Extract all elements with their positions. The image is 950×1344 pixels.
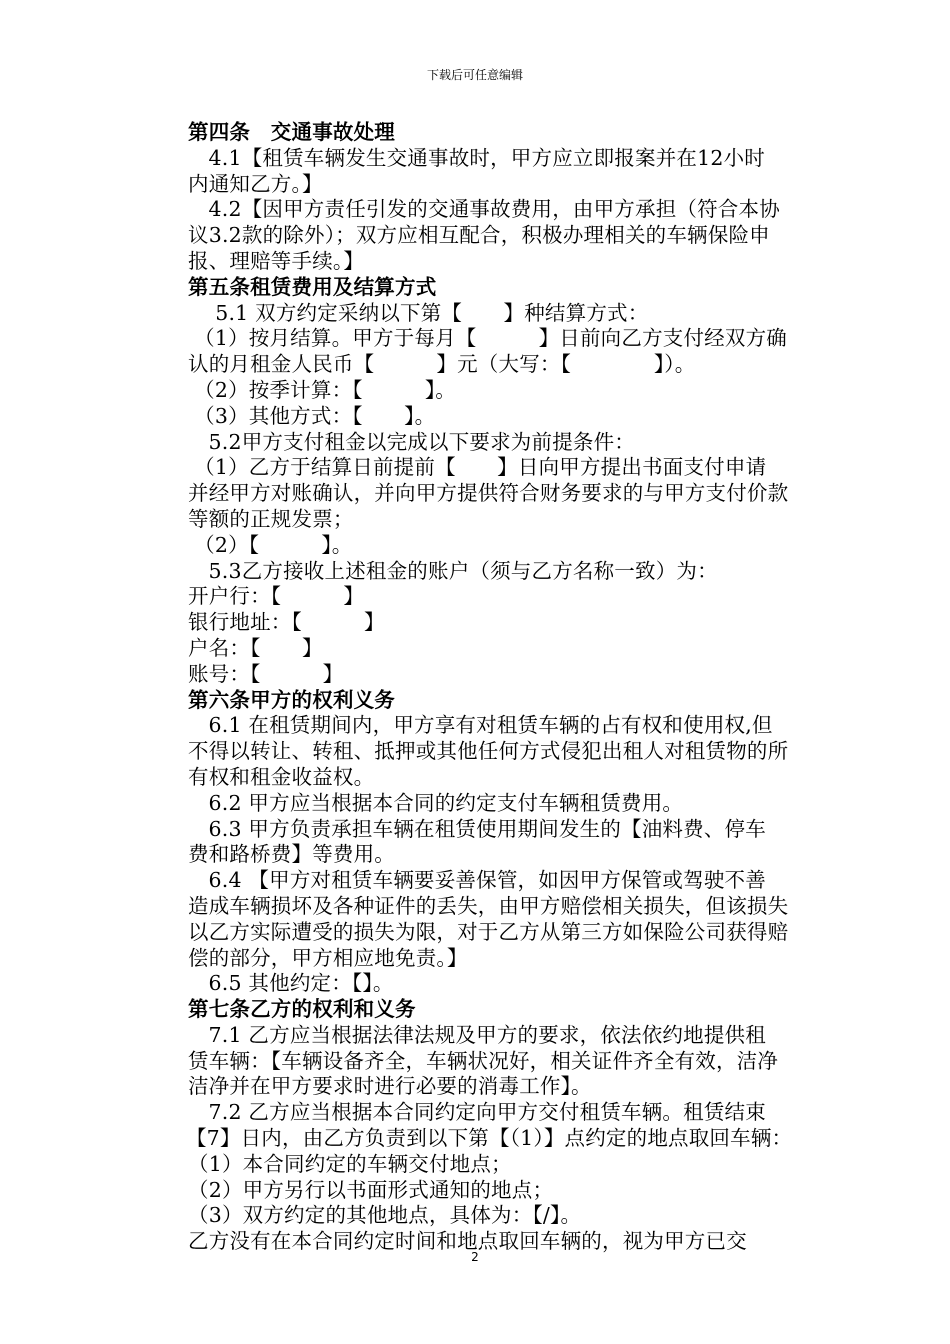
text-line: （1）本合同约定的车辆交付地点； <box>188 1151 512 1176</box>
text-line: 6.3 甲方负责承担车辆在租赁使用期间发生的【油料费、停车 <box>208 816 766 841</box>
text-line: （1）乙方于结算日前提前【 】日向甲方提出书面支付申请 <box>194 455 767 480</box>
page-header: 下载后可任意编辑 <box>426 68 523 82</box>
text-line: 6.4 【甲方对租赁车辆要妥善保管，如因甲方保管或驾驶不善 <box>208 868 766 893</box>
text-line: 6.2 甲方应当根据本合同的约定支付车辆租赁费用。 <box>208 790 684 815</box>
text-line: 开户行：【 】 <box>188 584 365 609</box>
text-line: 造成车辆损坏及各种证件的丢失，由甲方赔偿相关损失，但该损失 <box>188 893 789 918</box>
text-line: 有权和租金收益权。 <box>188 764 375 789</box>
text-line: （2）甲方另行以书面形式通知的地点； <box>188 1177 554 1202</box>
text-line: 报、理赔等手续。】 <box>188 248 365 273</box>
text-line: 账号：【 】 <box>188 661 344 686</box>
text-line: 【7】日内，由乙方负责到以下第【（1）】点约定的地点取回车辆： <box>185 1126 793 1151</box>
text-line: 6.1 在租赁期间内，甲方享有对租赁车辆的占有权和使用权,但 <box>208 713 773 738</box>
text-line: 赁车辆：【车辆设备齐全，车辆状况好，相关证件齐全有效，洁净 <box>188 1048 779 1073</box>
text-line: 5.2甲方支付租金以完成以下要求为前提条件： <box>208 429 636 454</box>
text-line: 4.2【因甲方责任引发的交通事故费用，由甲方承担（符合本协 <box>208 197 780 222</box>
text-line: 4.1【租赁车辆发生交通事故时，甲方应立即报案并在12小时 <box>208 145 765 170</box>
text-line: 洁净并在甲方要求时进行必要的消毒工作】。 <box>188 1074 592 1099</box>
article-heading: 第六条甲方的权利义务 <box>188 687 395 712</box>
page-number: 2 <box>471 1250 479 1264</box>
text-line: 7.2 乙方应当根据本合同约定向甲方交付租赁车辆。租赁结束 <box>208 1100 766 1125</box>
text-line: 6.5 其他约定：【】。 <box>208 971 394 996</box>
text-line: 5.1 双方约定采纳以下第【 】种结算方式： <box>208 300 649 325</box>
text-line: 5.3乙方接收上述租金的账户（须与乙方名称一致）为： <box>208 558 718 583</box>
text-line: （2）按季计算：【 】。 <box>194 377 456 402</box>
document-body <box>185 120 808 1255</box>
text-line: 偿的部分，甲方相应地免责。】 <box>188 945 468 970</box>
text-line: （1）按月结算。甲方于每月【 】日前向乙方支付经双方确 <box>194 326 787 351</box>
text-line: 银行地址：【 】 <box>188 610 385 635</box>
text-line: 不得以转让、转租、抵押或其他任何方式侵犯出租人对租赁物的所 <box>188 739 789 764</box>
text-line: （2）【 】。 <box>194 532 353 557</box>
text-line: 以乙方实际遭受的损失为限，对于乙方从第三方如保险公司获得赔 <box>188 919 789 944</box>
text-line: 户名：【 】 <box>188 635 323 660</box>
text-line: 乙方没有在本合同约定时间和地点取回车辆的，视为甲方已交 <box>188 1229 747 1254</box>
text-line: 7.1 乙方应当根据法律法规及甲方的要求，依法依约地提供租 <box>208 1022 766 1047</box>
text-line: 内通知乙方。】 <box>188 171 323 196</box>
text-line: 议3.2款的除外）；双方应相互配合，积极办理相关的车辆保险申 <box>188 223 770 248</box>
text-line: 等额的正规发票； <box>188 506 354 531</box>
article-heading: 第七条乙方的权利和义务 <box>188 997 416 1022</box>
text-line: （3）双方约定的其他地点，具体为：【/】。 <box>188 1203 582 1228</box>
text-line: 认的月租金人民币【 】元（大写：【 】）。 <box>188 352 696 377</box>
text-line: 费和路桥费】等费用。 <box>188 842 395 867</box>
text-line: （3）其他方式：【 】。 <box>194 403 436 428</box>
text-line: 并经甲方对账确认，并向甲方提供符合财务要求的与甲方支付价款 <box>188 481 789 506</box>
article-heading: 第五条租赁费用及结算方式 <box>188 274 437 299</box>
article-heading: 第四条 交通事故处理 <box>188 120 395 144</box>
